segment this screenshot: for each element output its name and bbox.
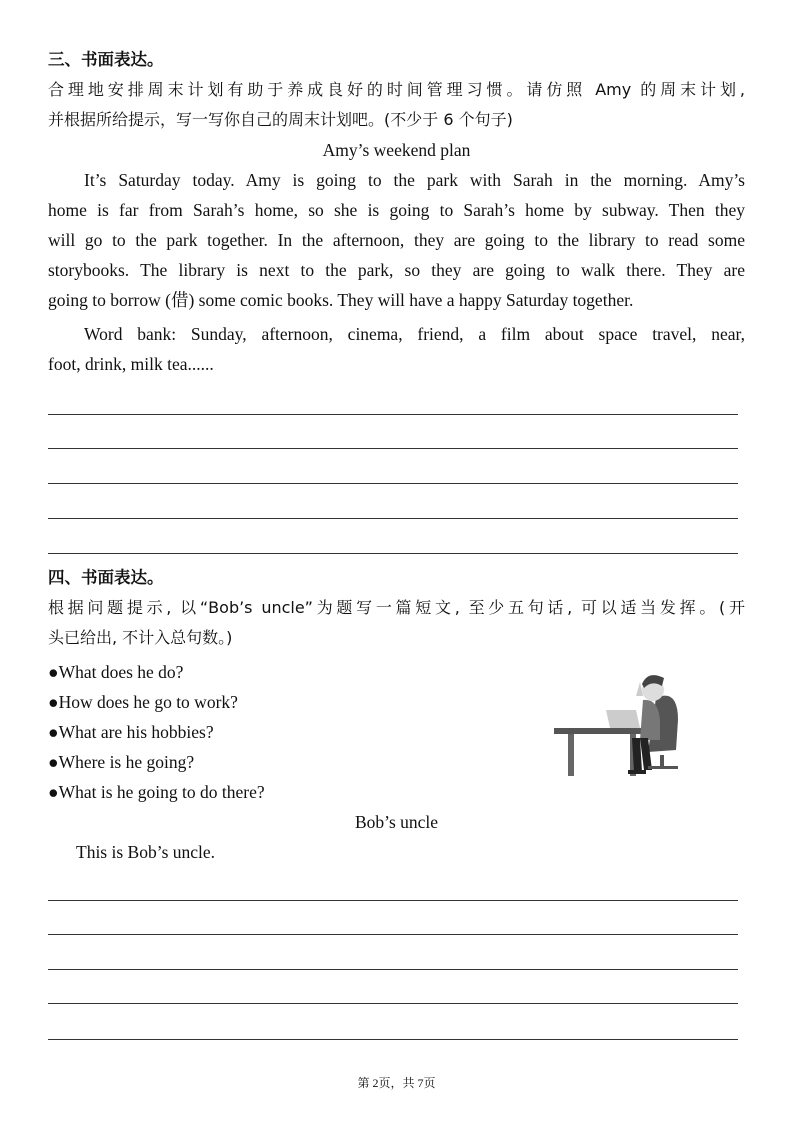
answer-line[interactable] bbox=[48, 553, 738, 554]
answer-line[interactable] bbox=[48, 900, 738, 901]
page-number: 第 2页，共 7页 bbox=[357, 1076, 436, 1090]
question: ●What is he going to do there? bbox=[48, 782, 265, 802]
answer-line[interactable] bbox=[48, 414, 738, 415]
section4-instruction-2: 头已给出, 不计入总句数。) bbox=[48, 628, 233, 647]
answer-line[interactable] bbox=[48, 448, 738, 449]
question: ●Where is he going? bbox=[48, 752, 195, 772]
question: ●How does he go to work? bbox=[48, 692, 238, 712]
passage-line: home is far from Sarah’s home, so she is going to Sarah’s home by subway. Then they bbox=[48, 200, 745, 220]
passage-title: Amy’s weekend plan bbox=[322, 140, 471, 160]
answer-line[interactable] bbox=[48, 1003, 738, 1004]
answer-line[interactable] bbox=[48, 934, 738, 935]
answer-line[interactable] bbox=[48, 483, 738, 484]
answer-line[interactable] bbox=[48, 1039, 738, 1040]
word-bank: Word bank: Sunday, afternoon, cinema, friend, a film about space travel, near, bbox=[84, 324, 745, 344]
passage-line: will go to the park together. In the afternoon, they are going to the library to read some bbox=[48, 230, 745, 250]
section4-heading: 四、书面表达。 bbox=[48, 568, 164, 587]
essay-opening: This is Bob’s uncle. bbox=[76, 842, 216, 862]
essay-title: Bob’s uncle bbox=[354, 812, 439, 832]
man-at-desk-illustration bbox=[548, 660, 698, 780]
answer-line[interactable] bbox=[48, 518, 738, 519]
passage-line: It’s Saturday today. Amy is going to the park with Sarah in the morning. Amy’s bbox=[84, 170, 745, 190]
question: ●What are his hobbies? bbox=[48, 722, 214, 742]
section3-instruction-2: 并根据所给提示，写一写你自己的周末计划吧。(不少于 6 个句子) bbox=[48, 110, 513, 129]
word-bank-cont: foot, drink, milk tea...... bbox=[48, 354, 214, 374]
section3-instruction-1: 合理地安排周末计划有助于养成良好的时间管理习惯。请仿照 Amy 的周末计划, bbox=[48, 80, 745, 99]
section3-heading: 三、书面表达。 bbox=[48, 50, 164, 69]
answer-line[interactable] bbox=[48, 969, 738, 970]
passage-line: going to borrow (借) some comic books. They will have a happy Saturday together. bbox=[48, 290, 634, 310]
section4-instruction-1: 根据问题提示, 以“Bob’s uncle”为题写一篇短文, 至少五句话, 可以适当发挥。(开 bbox=[48, 598, 745, 617]
question: ●What does he do? bbox=[48, 662, 184, 682]
passage-line: storybooks. The library is next to the park, so they are going to walk there. They are bbox=[48, 260, 745, 280]
section3 bbox=[48, 45, 745, 379]
